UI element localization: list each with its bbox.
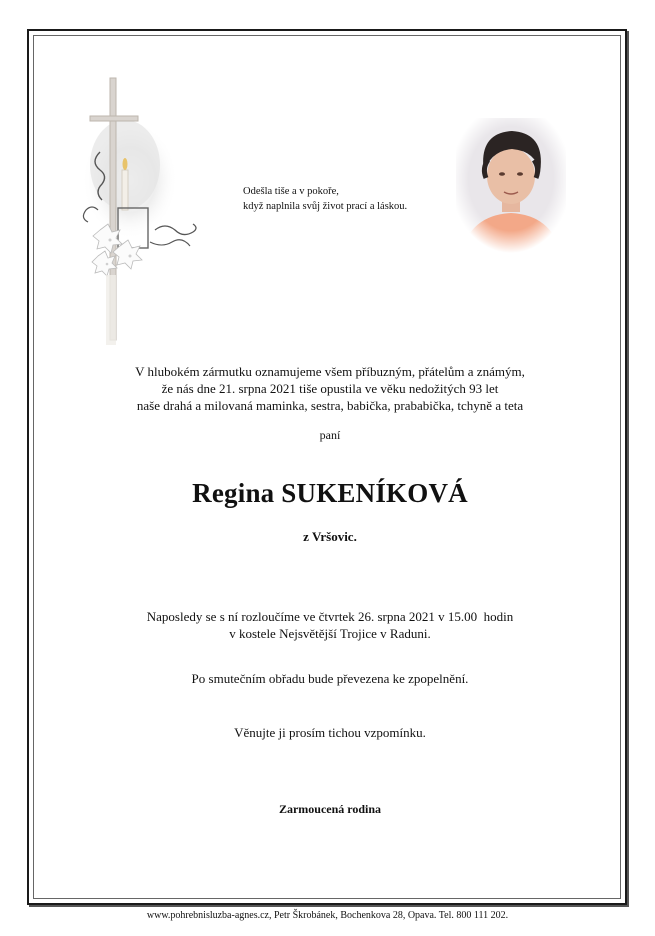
cremation-note: Po smutečním obřadu bude převezena ke zpopelnění. xyxy=(191,671,469,686)
announcement xyxy=(60,363,600,414)
funeral-line-1: Naposledy se s ní rozloučíme ve čtvrtek 26. srpna 2021 v 15.00 hodin xyxy=(146,609,514,624)
portrait-photo xyxy=(456,118,566,253)
announcement-line-2: že nás dne 21. srpna 2021 tiše opustila ve věku nedožitých 93 let xyxy=(161,381,499,396)
announcement-line-1: V hlubokém zármutku oznamujeme všem příbuzným, přátelům a známým, xyxy=(135,364,525,379)
honorific: paní xyxy=(319,428,341,442)
motto-line-1: Odešla tiše a v pokoře, xyxy=(243,186,339,197)
deceased-name: Regina SUKENÍKOVÁ xyxy=(192,478,468,508)
origin: z Vršovic. xyxy=(303,529,357,544)
remembrance-request: Věnujte ji prosím tichou vzpomínku. xyxy=(234,725,426,740)
footer: www.pohrebnisluzba-agnes.cz, Petr Škrobánek, Bochenkova 28, Opava. Tel. 800 111 202. xyxy=(146,910,509,921)
funeral-line-2: v kostele Nejsvětější Trojice v Raduni. xyxy=(229,626,431,641)
motto xyxy=(243,184,407,214)
motto-line-2: když naplnila svůj život prací a láskou. xyxy=(243,201,408,212)
funeral-info xyxy=(60,608,600,642)
announcement-line-3: naše drahá a milovaná maminka, sestra, babička, prababička, tchyně a teta xyxy=(136,398,524,413)
cross-candle-lilies-icon xyxy=(70,70,210,350)
signature: Zarmoucená rodina xyxy=(278,802,382,816)
